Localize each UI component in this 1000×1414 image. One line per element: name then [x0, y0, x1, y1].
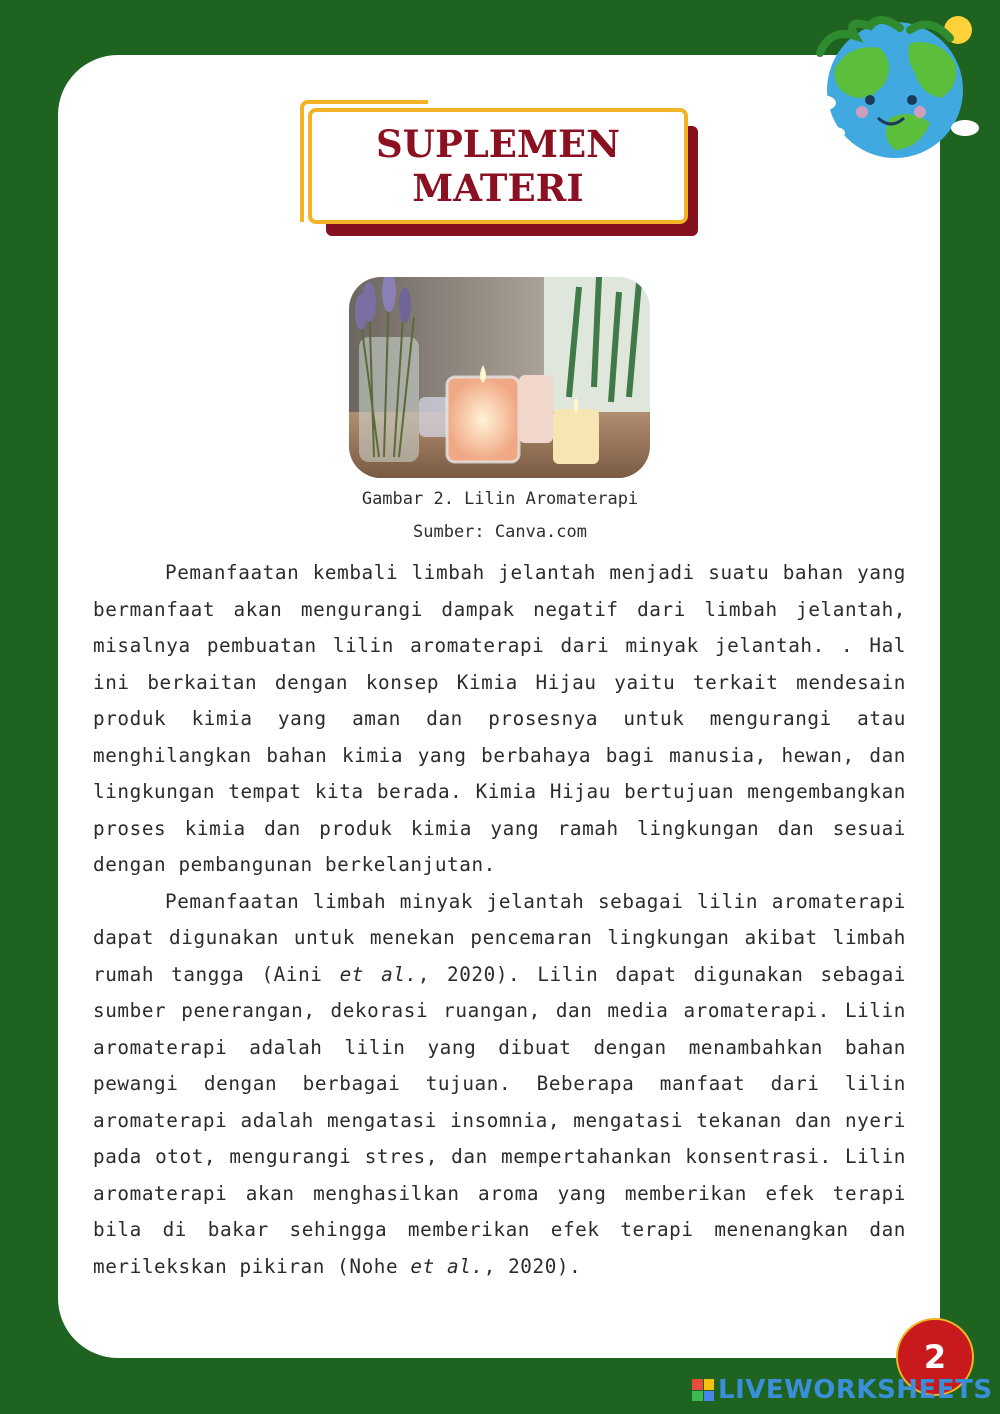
section-title-line1: SUPLEMEN — [375, 122, 620, 166]
paragraph-2-part-c: , 2020). — [483, 1254, 582, 1278]
citation-et-al-2: et al. — [410, 1254, 484, 1278]
paragraph-2-part-b: , 2020). Lilin dapat digunakan sebagai sumber penerangan, dekorasi ruangan, dan media aromaterapi. Lilin aromaterapi adalah lilin yang dibuat dengan menambahkan bahan pewangi dengan berbagai tujuan. Beberapa manfaat dari lilin aromaterapi adalah mengatasi insomnia, mengatasi tekanan dan nyeri pada otot, mengurangi stres, dan mempertahankan konsentrasi. Lilin aromaterapi akan menghasilkan aroma yang memberikan efek terapi bila di bakar sehingga memberikan efek terapi menenangkan dan merilekskan pikiran (Nohe — [93, 962, 906, 1278]
figure-source: Sumber: Canva.com — [413, 522, 587, 542]
paragraph-2-part-a: Pemanfaatan limbah minyak jelantah sebagai lilin aromaterapi dapat digunakan untuk menekan pencemaran lingkungan akibat limbah rumah tangga (Aini — [93, 889, 906, 986]
body-text — [93, 555, 906, 1285]
citation-et-al-1: et al. — [339, 962, 418, 986]
figure-caption: Gambar 2. Lilin Aromaterapi — [361, 489, 639, 509]
earth-illustration-icon — [800, 8, 990, 160]
section-title — [308, 108, 688, 224]
section-title-line2: MATERI — [412, 166, 584, 210]
page-number-badge: 2 — [896, 1318, 974, 1396]
liveworksheets-logo-icon — [692, 1379, 714, 1401]
paragraph-1: Pemanfaatan kembali limbah jelantah menjadi suatu bahan yang bermanfaat akan mengurangi dampak negatif dari limbah jelantah, misalnya pembuatan lilin aromaterapi dari minyak jelantah. . Hal ini berkaitan dengan konsep Kimia Hijau yaitu terkait mendesain produk kimia yang aman dan prosesnya untuk mengurangi atau menghilangkan bahan kimia yang berbahaya bagi manusia, hewan, dan lingkungan tempat kita berada. Kimia Hijau bertujuan mengembangkan proses kimia dan produk kimia yang ramah lingkungan dan sesuai dengan pembangunan berkelanjutan. — [93, 561, 906, 876]
liveworksheets-watermark — [692, 1374, 993, 1406]
watermark-text: LIVEWORKSHEETS — [718, 1375, 993, 1405]
candle-photo — [349, 277, 650, 478]
paragraph-2 — [93, 884, 906, 1286]
